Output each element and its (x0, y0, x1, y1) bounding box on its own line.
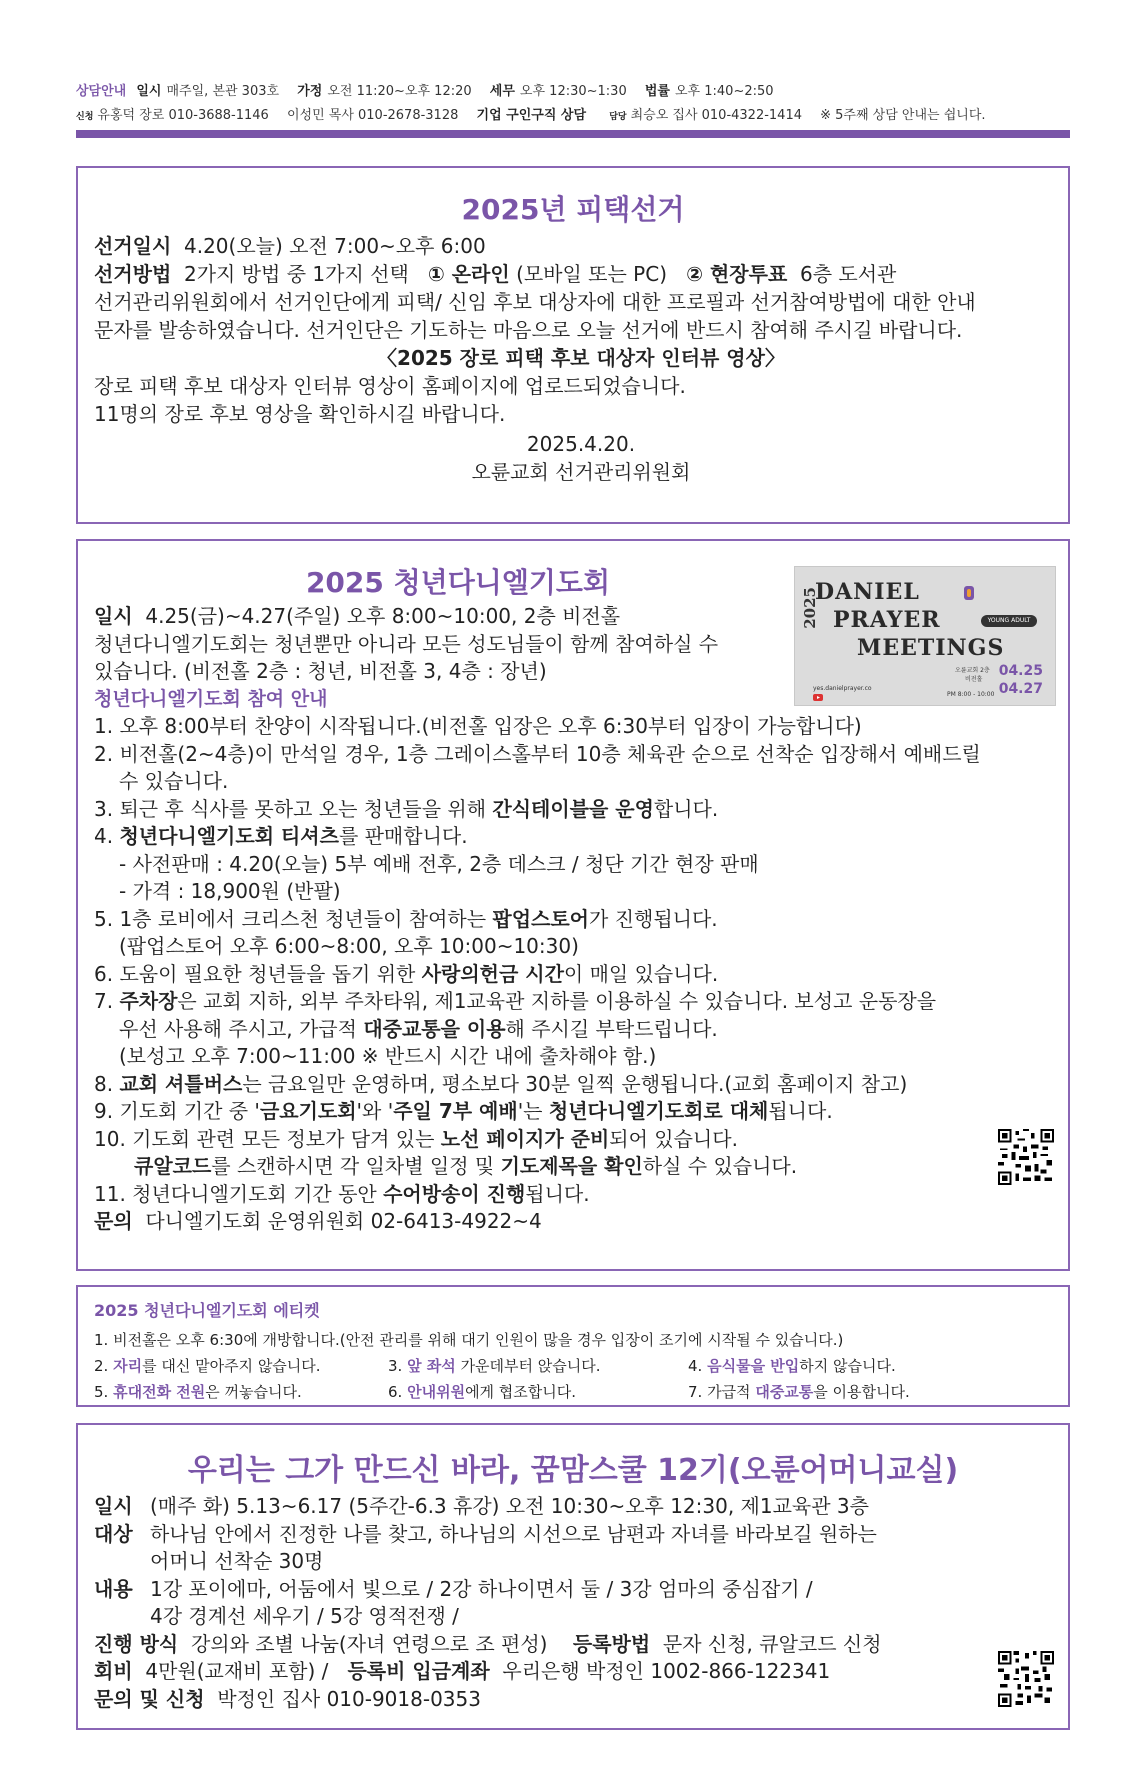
etiquette-item-1: 1. 비전홀은 오후 6:30에 개방합니다.(안전 관리를 위해 대기 인원이 많을 경우 입장이 조기에 시작될 수 있습니다.) (94, 1331, 844, 1349)
dream-content-line (94, 1576, 1068, 1604)
etiquette-4-emph: 음식물을 반입 (707, 1357, 800, 1375)
dream-target-value-2: 어머니 선착순 30명 (150, 1549, 324, 1573)
etiquette-2-text: 를 대신 맡아주지 않습니다. (142, 1357, 321, 1375)
poster-url: yes.danielprayer.co (813, 685, 872, 692)
guide-item-10 (94, 1126, 1068, 1154)
guide-item-8-text: 는 금요일만 운영하며, 평소보다 30분 일찍 운행됩니다.(교회 홈페이지 참고) (242, 1071, 908, 1096)
guide-item-4-num: 4. (94, 824, 120, 848)
guide-item-7-emph: 주차장 (119, 989, 178, 1013)
etiquette-item-2 (94, 1355, 321, 1376)
etiquette-item-5 (94, 1381, 302, 1402)
guide-item-7 (94, 988, 1068, 1016)
etiquette-item-6 (388, 1381, 576, 1402)
guide-item-7-cont (94, 1016, 1068, 1044)
apply-contact-2: 이성민 목사 010-2678-3128 (286, 108, 459, 123)
etiquette-item-7 (688, 1381, 910, 1402)
dream-account-value: 우리은행 박정인 1002-866-122341 (502, 1659, 831, 1683)
time-key: 일시 (136, 84, 162, 99)
etiquette-5-num: 5. (94, 1383, 114, 1401)
guide-item-9-f: 청년다니엘기도회로 대체 (548, 1099, 769, 1123)
online-option: ① 온라인 (427, 262, 510, 286)
dream-mom-school-box (76, 1423, 1070, 1730)
tshirt-price: - 가격 : 18,900원 (반팔) (119, 879, 341, 903)
guide-item-5 (94, 906, 1068, 934)
dream-content-value-1: 1강 포이에마, 어둠에서 빛으로 / 2강 하나이면서 둘 / 3강 엄마의 중심잡기 / (150, 1576, 813, 1601)
daniel-guide-title: 청년다니엘기도회 참여 안내 (94, 687, 328, 710)
dream-target-line (94, 1521, 1068, 1549)
etiquette-2-num: 2. (94, 1357, 114, 1375)
popup-store-time: (팝업스토어 오후 6:00~8:00, 오후 10:00~10:30) (119, 934, 579, 958)
guide-item-11-a: 11. 청년다니엘기도회 기간 동안 (94, 1181, 384, 1206)
dream-content-key: 내용 (94, 1576, 133, 1601)
dream-account-key: 등록비 입금계좌 (347, 1659, 490, 1683)
dream-target-value-1: 하나님 안에서 진정한 나를 찾고, 하나님의 시선으로 남편과 자녀를 바라보길 원하는 (150, 1521, 877, 1546)
guide-item-7-note: (보성고 오후 7:00~11:00 ※ 반드시 시간 내에 출차해야 함.) (119, 1044, 657, 1068)
election-method-key: 선거방법 (94, 262, 172, 286)
job-consult-key: 기업 구인구직 상담 (476, 108, 587, 123)
guide-item-8-emph: 교회 셔틀버스 (119, 1071, 243, 1096)
guide-item-7-cont-emph: 대중교통을 이용 (363, 1016, 506, 1041)
poster-word-daniel: DANIEL (815, 579, 920, 605)
daniel-intro-2: 있습니다. (비전홀 2층 : 청년, 비전홀 3, 4층 : 장년) (94, 659, 547, 683)
guide-item-7-num: 7. (94, 989, 120, 1013)
poster-logo-icon (963, 585, 975, 601)
dream-way-value: 강의와 조별 나눔(자녀 연령으로 조 편성) (190, 1631, 548, 1656)
daniel-contact-line (94, 1208, 1068, 1236)
etiquette-7-num: 7. 가급적 (688, 1383, 756, 1401)
consultation-row-1 (76, 80, 1070, 104)
guide-item-8 (94, 1071, 1068, 1099)
election-date-value: 4.20(오늘) 오전 7:00~오후 6:00 (184, 234, 486, 258)
etiquette-7-emph: 대중교통 (755, 1383, 814, 1401)
election-method-line (94, 260, 1068, 288)
guide-item-5-emph: 팝업스토어 (492, 906, 590, 931)
guide-item-7-cont-end: 해 주시길 부탁드립니다. (505, 1016, 718, 1041)
guide-item-3-text: 3. 퇴근 후 식사를 못하고 오는 청년들을 위해 (94, 796, 493, 821)
guide-item-10-f: 기도제목을 확인 (500, 1154, 643, 1178)
poster-word-prayer: PRAYER (833, 607, 941, 633)
guide-item-8-num: 8. (94, 1071, 120, 1096)
online-option-detail: (모바일 또는 PC) (516, 262, 668, 286)
dream-date-key: 일시 (94, 1494, 133, 1518)
dream-way-key: 진행 방식 (94, 1631, 179, 1656)
guide-item-3-emph: 간식테이블을 운영 (492, 796, 654, 821)
consultation-label: 상담안내 (76, 84, 127, 99)
guide-item-9 (94, 1098, 1068, 1126)
guide-item-10-cont (94, 1153, 1068, 1181)
guide-item-10-c: 되어 있습니다. (609, 1126, 738, 1151)
poster-word-meetings: MEETINGS (857, 635, 1005, 661)
election-paragraph-2: 문자를 발송하였습니다. 선거인단은 기도하는 마음으로 오늘 선거에 반드시 참여해 주시길 바랍니다. (94, 318, 963, 342)
apply-key: 신청 (76, 112, 94, 122)
guide-item-10-b: 노선 페이지가 준비 (440, 1126, 610, 1151)
etiquette-5-emph: 휴대전화 전원 (113, 1383, 206, 1401)
dream-date-line (94, 1493, 1068, 1521)
dream-fee-value: 4만원(교재비 포함) / (145, 1659, 329, 1683)
tax-value: 오후 12:30~1:30 (519, 84, 627, 99)
guide-item-9-g: 됩니다. (768, 1099, 833, 1123)
etiquette-7-text: 을 이용합니다. (813, 1383, 910, 1401)
dream-target-key: 대상 (94, 1521, 133, 1546)
dream-title: 우리는 그가 만드신 바라, 꿈맘스쿨 12기(오륜어머니교실) (187, 1453, 959, 1488)
daniel-qr-code[interactable] (998, 1129, 1054, 1185)
guide-item-11-b: 수어방송이 진행 (383, 1181, 526, 1206)
time-value: 매주일, 본관 303호 (166, 84, 280, 99)
family-key: 가정 (297, 84, 323, 99)
guide-item-11-c: 됩니다. (525, 1181, 590, 1206)
tshirt-presale: - 사전판매 : 4.20(오늘) 5부 예배 전후, 2층 데스크 / 청단 기간 현장 판매 (119, 851, 759, 876)
dream-date-value: (매주 화) 5.13~6.17 (5주간-6.3 휴강) 오전 10:30~오후 12:30, 제1교육관 3층 (150, 1494, 869, 1518)
law-value: 오후 1:40~2:50 (675, 84, 774, 99)
guide-item-5-text: 5. 1층 로비에서 크리스천 청년들이 참여하는 (94, 906, 493, 931)
poster-hall: 비전홀 (965, 676, 983, 683)
charge-key: 담당 (609, 112, 627, 122)
daniel-intro-1: 청년다니엘기도회는 청년뿐만 아니라 모든 성도님들이 함께 참여하실 수 (94, 631, 719, 656)
election-paragraph-1: 선거관리위원회에서 선거인단에게 피택/ 신임 후보 대상자에 대한 프로필과 선거참여방법에 대한 안내 (94, 290, 976, 314)
guide-item-9-d: 주일 7부 예배 (393, 1099, 518, 1123)
guide-item-4-end: 를 판매합니다. (338, 824, 468, 848)
election-method-value: 2가지 방법 중 1가지 선택 (184, 262, 409, 286)
guide-item-9-e: '는 (517, 1099, 549, 1123)
daniel-prayer-box (76, 539, 1070, 1271)
election-paragraph-4: 11명의 장로 후보 영상을 확인하시길 바랍니다. (94, 402, 506, 426)
guide-item-6-emph: 사랑의헌금 시간 (421, 961, 564, 986)
guide-item-2: 2. 비전홀(2~4층)이 만석일 경우, 1층 그레이스홀부터 10층 체육관 순으로 선착순 입장해서 예배드릴 (94, 741, 981, 766)
etiquette-item-3 (388, 1355, 601, 1376)
guide-item-10-a: 10. 기도회 관련 모든 정보가 담겨 있는 (94, 1126, 441, 1151)
etiquette-6-num: 6. (388, 1383, 408, 1401)
guide-item-9-c: '와 ' (356, 1099, 394, 1123)
consultation-info (76, 80, 1070, 128)
apply-contact-1: 유홍덕 장로 010-3688-1146 (97, 108, 269, 123)
daniel-title: 2025 청년다니엘기도회 (305, 566, 611, 599)
guide-item-2-cont: 수 있습니다. (119, 769, 229, 793)
onsite-option-detail: 6층 도서관 (800, 262, 897, 286)
dream-fee-key: 회비 (94, 1659, 133, 1683)
etiquette-4-num: 4. (688, 1357, 708, 1375)
poster-date-start: 04.25 (998, 663, 1043, 679)
election-box (76, 166, 1070, 524)
poster-time: PM 8:00 - 10:00 (947, 691, 995, 698)
election-signature: 오륜교회 선거관리위원회 (471, 460, 691, 484)
dream-ask-value: 박정인 집사 010-9018-0353 (217, 1686, 481, 1711)
election-title: 2025년 피택선거 (461, 193, 685, 226)
dream-ask-line (94, 1686, 1068, 1714)
etiquette-5-text: 은 꺼놓습니다. (205, 1383, 302, 1401)
election-date-line (94, 232, 1068, 260)
daniel-date-value: 4.25(금)~4.27(주일) 오후 8:00~10:00, 2층 비전홀 (145, 604, 621, 628)
guide-item-5-end: 가 진행됩니다. (589, 906, 718, 931)
guide-item-6 (94, 961, 1068, 989)
interview-video-heading: 〈2025 장로 피택 후보 대상자 인터뷰 영상〉 (377, 346, 785, 370)
guide-item-6-text: 6. 도움이 필요한 청년들을 돕기 위한 (94, 961, 422, 986)
guide-item-9-a: 9. 기도회 기간 중 ' (94, 1099, 260, 1123)
etiquette-6-text: 에게 협조합니다. (465, 1383, 577, 1401)
top-divider (76, 130, 1070, 138)
consultation-row-2 (76, 104, 1070, 128)
onsite-option: ② 현장투표 (686, 262, 788, 286)
guide-item-4-emph: 청년다니엘기도회 티셔츠 (119, 824, 339, 848)
etiquette-box (76, 1285, 1070, 1407)
dream-reg-key: 등록방법 (572, 1631, 651, 1656)
etiquette-3-text: 가운데부터 앉습니다. (455, 1357, 601, 1375)
poster-date-end: 04.27 (998, 681, 1043, 697)
etiquette-2-emph: 자리 (113, 1357, 143, 1375)
election-date-key: 선거일시 (94, 234, 172, 258)
guide-item-10-d: 큐알코드 (134, 1154, 212, 1178)
daniel-contact-value: 다니엘기도회 운영위원회 02-6413-4922~4 (145, 1209, 542, 1233)
family-value: 오전 11:20~오후 12:20 (327, 84, 472, 99)
dream-content-value-2: 4강 경계선 세우기 / 5강 영적전쟁 / (150, 1604, 459, 1628)
poster-year: 2025 (801, 587, 819, 629)
etiquette-item-4 (688, 1355, 896, 1376)
etiquette-4-text: 하지 않습니다. (799, 1357, 896, 1375)
guide-item-3-end: 합니다. (653, 796, 719, 821)
dream-ask-key: 문의 및 신청 (94, 1686, 205, 1711)
dream-reg-value: 문자 신청, 큐알코드 신청 (662, 1631, 882, 1656)
daniel-date-line (94, 603, 1068, 631)
daniel-contact-key: 문의 (94, 1209, 133, 1233)
etiquette-3-emph: 앞 좌석 (407, 1357, 456, 1375)
dream-qr-code[interactable] (998, 1651, 1054, 1707)
law-key: 법률 (644, 84, 670, 99)
election-sign-date: 2025.4.20. (526, 432, 636, 456)
tax-key: 세무 (489, 84, 515, 99)
guide-item-9-b: 금요기도회 (259, 1099, 357, 1123)
poster-place: 오륜교회 2층 (955, 667, 990, 674)
guide-item-1: 1. 오후 8:00부터 찬양이 시작됩니다.(비전홀 입장은 오후 6:30부터 입장이 가능합니다) (94, 714, 862, 738)
guide-item-10-g: 하실 수 있습니다. (642, 1154, 798, 1178)
etiquette-6-emph: 안내위원 (407, 1383, 466, 1401)
guide-item-3 (94, 796, 1068, 824)
daniel-date-key: 일시 (94, 604, 133, 628)
dream-fee-line (94, 1658, 1068, 1686)
guide-item-4 (94, 823, 1068, 851)
guide-item-7-cont-text: 우선 사용해 주시고, 가급적 (119, 1016, 364, 1041)
poster-tag: YOUNG ADULT (981, 615, 1037, 627)
guide-item-7-text: 은 교회 지하, 외부 주차타워, 제1교육관 지하를 이용하실 수 있습니다. 보성고 운동장을 (177, 989, 937, 1013)
etiquette-title: 2025 청년다니엘기도회 에티켓 (94, 1301, 320, 1320)
charge-value: 최승오 집사 010-4322-1414 (630, 108, 802, 123)
dream-way-line (94, 1631, 1068, 1659)
election-paragraph-3: 장로 피택 후보 대상자 인터뷰 영상이 홈페이지에 업로드되었습니다. (94, 374, 686, 398)
guide-item-11 (94, 1181, 1068, 1209)
consultation-note: ※ 5주째 상담 안내는 쉽니다. (820, 108, 986, 123)
guide-item-10-e: 를 스캔하시면 각 일차별 일정 및 (211, 1154, 501, 1178)
guide-item-6-end: 이 매일 있습니다. (563, 961, 719, 986)
etiquette-3-num: 3. (388, 1357, 408, 1375)
